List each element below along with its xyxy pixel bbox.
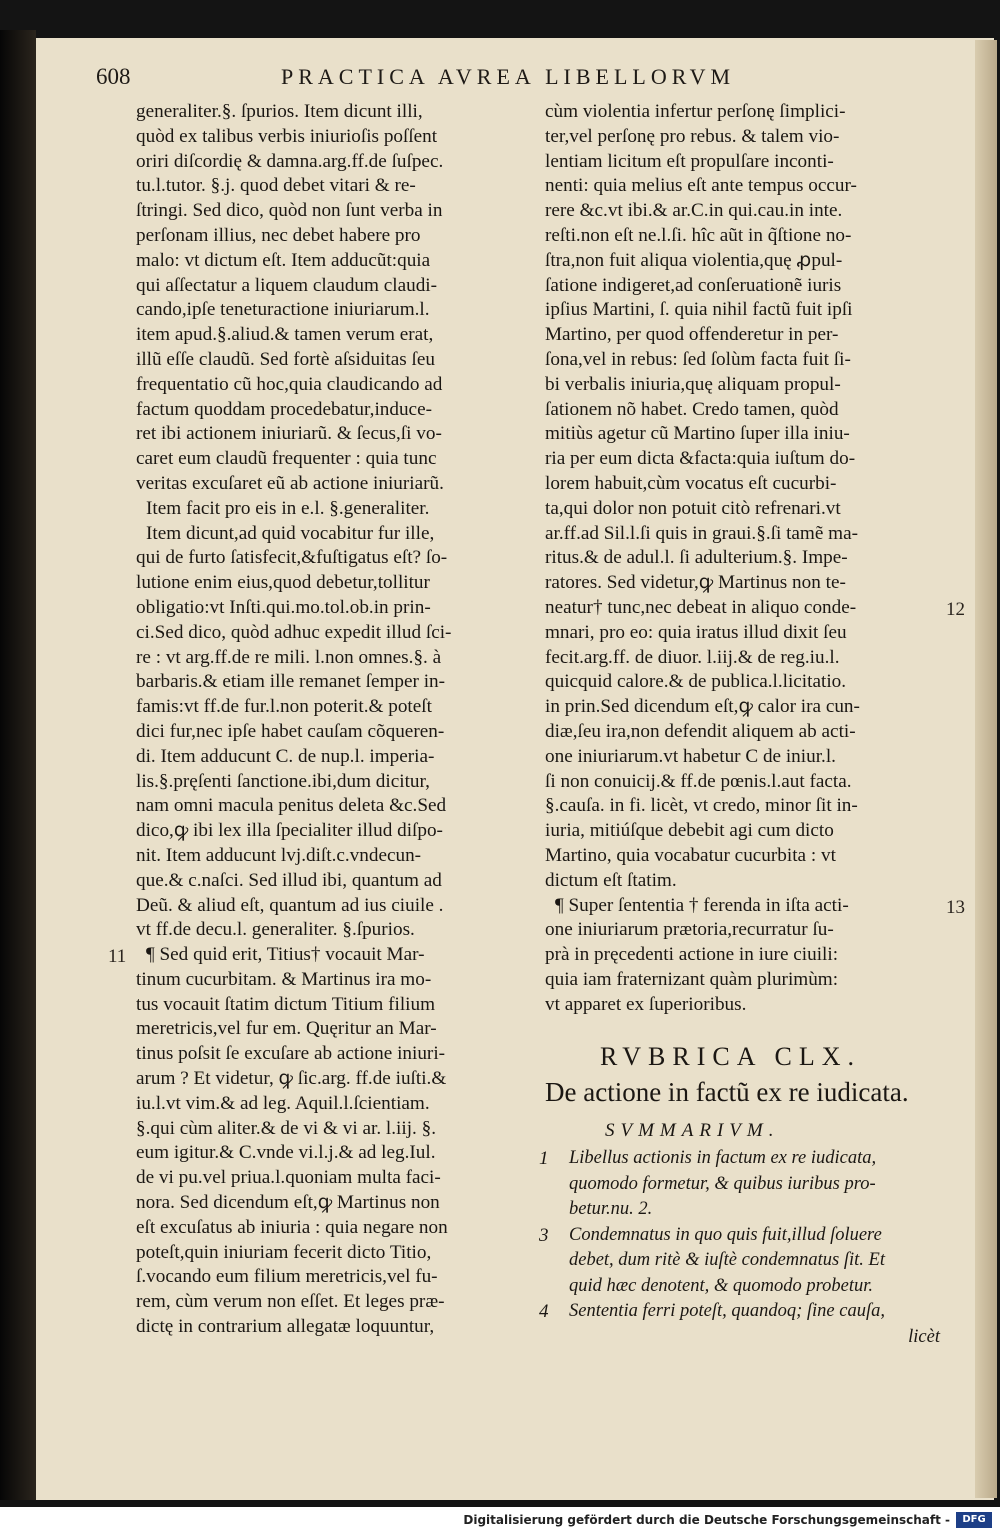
summarium-item-number: 1: [539, 1148, 549, 1169]
text-line: reſti.non eſt ne.l.ſi. hîc aũt in q̃ſtione no-: [545, 224, 852, 246]
text-line: dico,ꝙ ibi lex illa ſpecialiter illud diſpo-: [136, 820, 443, 842]
summarium-line: quid hæc denotent, & quomodo probetur.: [569, 1275, 874, 1296]
text-line: Item dicunt,ad quid vocabitur fur ille,: [146, 522, 435, 544]
text-line: ret ibi actionem iniuriarũ. & ſecus,ſi vo-: [136, 423, 442, 445]
text-line: rem, cùm verum non eſſet. Et leges præ-: [136, 1291, 445, 1313]
funding-notice: Digitalisierung gefördert durch die Deutsche Forschungsgemeinschaft -: [463, 1513, 950, 1527]
summarium-list: [539, 1146, 940, 1350]
margin-number-13: 13: [946, 897, 965, 918]
text-line: caret eum claudũ frequenter : quia tunc: [136, 448, 437, 470]
page-edge: [975, 40, 997, 1498]
text-line: nora. Sed dicendum eſt,ꝙ Martinus non: [136, 1192, 440, 1214]
text-line: ¶ Sed quid erit, Titius† vocauit Mar-: [146, 944, 425, 966]
text-line: oriri diſcordię & damna.arg.ff.de ſuſpec.: [136, 150, 444, 172]
text-line: ar.ff.ad Sil.l.ſi quis in graui.§.ſi tamẽ ma-: [545, 522, 858, 544]
text-line: mitiùs agetur cũ Martino ſuper illa iniu-: [545, 423, 850, 445]
summarium-line: betur.nu. 2.: [569, 1199, 653, 1219]
text-line: lis.§.pręſenti ſanctione.ibi,dum dicitur,: [136, 770, 430, 792]
text-line: tinum cucurbitam. & Martinus ira mo-: [136, 968, 432, 990]
text-line: generaliter.§. ſpurios. Item dicunt illi,: [136, 101, 423, 122]
text-line: poteſt,quin iniuriam fecerit dicto Titio,: [136, 1241, 432, 1263]
text-line: ta,qui dolor non potuit citò refrenari.vt: [545, 497, 841, 519]
text-line: veritas excuſaret eũ ab actione iniuriarũ.: [136, 472, 444, 494]
text-line: item apud.§.aliud.& tamen verum erat,: [136, 324, 434, 346]
margin-number-12: 12: [946, 599, 965, 620]
text-line: nit. Item adducunt lvj.diſt.c.vndecun-: [136, 844, 422, 866]
text-line: ritus.& de adul.l. ſi adulterium.§. Impe-: [545, 547, 848, 569]
text-line: mnari, pro eo: quia iratus illud dixit ſeu: [545, 621, 847, 643]
text-line: meretricis,vel fur em. Quęritur an Mar-: [136, 1018, 437, 1040]
text-line: ipſius Martini, ſ. quia nihil factũ fuit ipſi: [545, 299, 853, 321]
text-line: dictę in contrarium allegatæ loquuntur,: [136, 1316, 435, 1338]
text-line: nenti: quia melius eſt ante tempus occur-: [545, 175, 857, 197]
text-line: Martino, per quod offenderetur in per-: [545, 324, 839, 346]
text-line: lentiam licitum eſt propulſare inconti-: [545, 150, 834, 172]
summarium-line: debet, dum ritè & iuſtè condemnatus ſit. Et: [569, 1250, 885, 1270]
text-line: cùm violentia infertur perſonę ſimplici-: [545, 101, 846, 122]
text-line: iu.l.vt vim.& ad leg. Aquil.l.ſcientiam.: [136, 1092, 430, 1114]
footer-bar: [0, 1507, 1000, 1535]
text-line: vt apparet ex ſuperioribus.: [545, 993, 747, 1015]
text-line: ter,vel perſonę pro rebus. & talem vio-: [545, 125, 840, 147]
text-line: one iniuriarum prætoria,recurratur ſu-: [545, 919, 834, 941]
text-line: malo: vt dictum eſt. Item adducũt:quia: [136, 249, 431, 271]
text-line: ſtringi. Sed dico, quòd non ſunt verba in: [136, 200, 443, 222]
summarium-line: Condemnatus in quo quis fuit,illud ſoluere: [569, 1224, 882, 1245]
text-line: in prin.Sed dicendum eſt,ꝙ calor ira cun-: [545, 696, 860, 718]
running-header: [96, 64, 956, 94]
text-line: ſi non conuicij.& ff.de pœnis.l.aut facta.: [545, 770, 852, 792]
text-line: quicquid calore.& de publica.l.licitatio.: [545, 671, 847, 693]
text-line: ſatione indigeret,ad conſeruationẽ iuris: [545, 274, 842, 296]
text-line: §.qui cùm aliter.& de vi & vi ar. l.iij. §.: [136, 1117, 437, 1139]
text-line: de vi pu.vel priua.l.quoniam multa faci-: [136, 1167, 441, 1189]
text-line: arum ? Et videtur, ꝙ ſic.arg. ff.de iuſti.&: [136, 1068, 447, 1090]
text-line: dictum eſt ſtatim.: [545, 869, 677, 891]
text-line: tus vocauit ſtatim dictum Titium filium: [136, 993, 436, 1015]
text-line: factum quoddam procedebatur,induce-: [136, 398, 432, 420]
text-line: bi verbalis iniuria,quę aliquam propul-: [545, 373, 841, 395]
text-line: ratores. Sed videtur,ꝙ Martinus non te-: [545, 572, 846, 594]
text-line: quia iam fraternizant quàm plurimùm:: [545, 968, 839, 990]
text-line: tu.l.tutor. §.j. quod debet vitari & re-: [136, 175, 416, 197]
text-line: one iniuriarum.vt habetur C de iniur.l.: [545, 745, 836, 767]
text-line: dici fur,nec ipſe habet cauſam cõqueren-: [136, 720, 445, 742]
text-line: perſonam illius, nec debet habere pro: [136, 224, 421, 246]
text-line: iuria, mitiúſque debebit agi cum dicto: [545, 820, 834, 842]
text-line: eſt excuſatus ab iniuria : quia negare non: [136, 1216, 448, 1238]
text-line: ſona,vel in rebus: ſed ſolùm facta fuit ſi-: [545, 348, 851, 370]
text-line: vt ff.de decu.l. generaliter. §.ſpurios.: [136, 919, 415, 941]
text-line: Item facit pro eis in e.l. §.generaliter.: [146, 497, 430, 519]
dfg-logo: DFG: [956, 1512, 992, 1528]
right-text-column: [545, 100, 940, 1017]
text-line: nam omni macula penitus deleta &c.Sed: [136, 795, 447, 817]
summarium-item-number: 4: [539, 1301, 549, 1322]
summarium-heading: SVMMARIVM.: [605, 1120, 780, 1141]
text-line: ſ.vocando eum filium meretricis,vel fu-: [136, 1266, 438, 1288]
text-line: lorem habuit,cùm vocatus eſt cucurbi-: [545, 472, 837, 494]
text-line: ¶ Super ſententia † ferenda in iſta acti-: [555, 894, 849, 916]
text-line: ci.Sed dico, quòd adhuc expedit illud ſci-: [136, 621, 452, 643]
left-text-column: [136, 100, 526, 1340]
summarium-item: [539, 1223, 940, 1300]
text-line: tinus poſsit ſe excuſare ab actione iniuri-: [136, 1043, 446, 1065]
text-line: frequentatio cũ hoc,quia claudicando ad: [136, 373, 443, 395]
text-line: §.cauſa. in fi. licèt, vt credo, minor ſit in-: [545, 795, 858, 817]
text-line: qui aſſectatur a liquem claudum claudi-: [136, 274, 438, 296]
running-head-title: PRACTICA AVREA LIBELLORVM: [281, 64, 736, 89]
text-line: ſationem nõ habet. Credo tamen, quòd: [545, 398, 839, 420]
text-line: neatur† tunc,nec debeat in aliquo conde-: [545, 596, 857, 618]
text-line: ria per eum dicta &facta:quia iuſtum do-: [545, 448, 856, 470]
text-line: re : vt arg.ff.de re mili. l.non omnes.§. à: [136, 646, 442, 668]
text-line: qui de furto ſatisfecit,&fuſtigatus eſt? ſo-: [136, 547, 448, 569]
text-line: fecit.arg.ff. de diuor. l.iij.& de reg.iu.l.: [545, 646, 840, 668]
summarium-line: Libellus actionis in factum ex re iudicata,: [569, 1148, 877, 1168]
text-line: eum igitur.& C.vnde vi.l.j.& ad leg.Iul.: [136, 1142, 436, 1164]
summarium-item: [539, 1299, 940, 1350]
rubrica-heading: RVBRICA CLX.: [600, 1042, 862, 1071]
summarium-line: quomodo formetur, & quibus iuribus pro-: [569, 1173, 876, 1194]
text-line: Martino, quia vocabatur cucurbita : vt: [545, 844, 836, 866]
text-line: que.& c.naſci. Sed illud ibi, quantum ad: [136, 869, 442, 891]
text-line: lutione enim eius,quod debetur,tollitur: [136, 572, 430, 594]
summarium-item: [539, 1146, 940, 1223]
text-line: Deũ. & aliud eſt, quantum ad ius ciuile .: [136, 894, 444, 916]
text-line: di. Item adducunt C. de nup.l. imperia-: [136, 745, 435, 767]
margin-number-11: 11: [108, 946, 127, 967]
summarium-line: licèt: [908, 1326, 940, 1347]
text-line: obligatio:vt Inſti.qui.mo.tol.ob.in prin-: [136, 596, 431, 618]
page-number: 608: [96, 64, 131, 89]
text-line: illũ eſſe claudũ. Sed fortè aſsiduitas ſeu: [136, 348, 435, 370]
summarium-item-number: 3: [539, 1224, 549, 1246]
text-line: quòd ex talibus verbis iniurioſis poſſent: [136, 125, 438, 147]
text-line: barbaris.& etiam ille remanet ſemper in-: [136, 671, 446, 693]
text-line: diæ,ſeu ira,non defendit aliquem ab acti-: [545, 720, 856, 742]
text-line: cando,ipſe teneturactione iniuriarum.l.: [136, 299, 430, 321]
text-line: rere &c.vt ibi.& ar.C.in qui.cau.in inte.: [545, 200, 843, 222]
book-spine: [0, 30, 36, 1500]
text-line: famis:vt ff.de fur.l.non poterit.& poteſt: [136, 696, 432, 718]
text-line: prà in pręcedenti actione in iure ciuili:: [545, 944, 839, 966]
section-title: De actione in factũ ex re iudicata.: [545, 1077, 909, 1107]
summarium-line: Sententia ferri poteſt, quandoq; ſine cauſa,: [569, 1301, 885, 1321]
text-line: ſtra,non fuit aliqua violentia,quę ꝓpul-: [545, 249, 843, 271]
